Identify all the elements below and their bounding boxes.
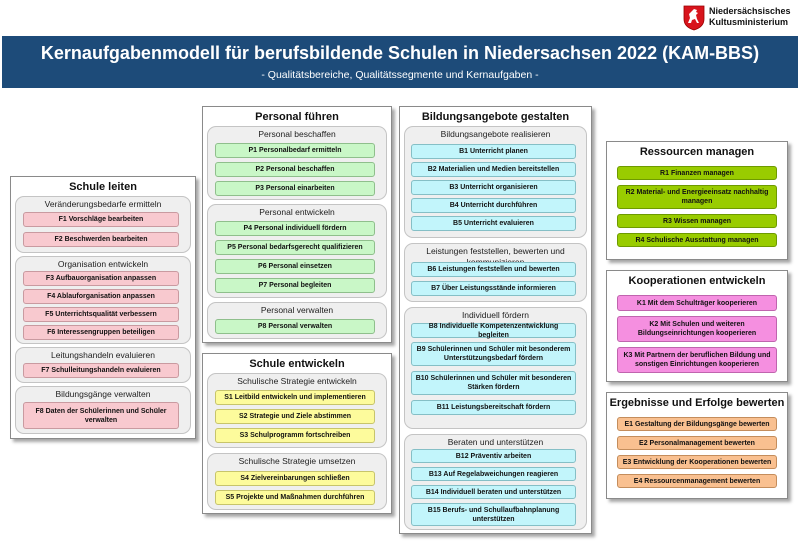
segment-leistungen <box>404 243 587 302</box>
segment-title: Personal verwalten <box>260 305 334 315</box>
task-p3[interactable]: P3 Personal einarbeiten <box>215 181 375 196</box>
area-schule-entwickeln <box>202 353 392 514</box>
area-title: Ergebnisse und Erfolge bewerten <box>609 397 785 409</box>
task-e2[interactable]: E2 Personalmanagement bewerten <box>617 436 777 450</box>
task-b15[interactable]: B15 Berufs- und Schullaufbahnplanung unterstützen <box>411 503 576 526</box>
task-p2[interactable]: P2 Personal beschaffen <box>215 162 375 177</box>
area-personal-fuehren <box>202 106 392 343</box>
segment-organisation <box>15 256 191 344</box>
task-f7[interactable]: F7 Schulleitungshandeln evaluieren <box>23 363 179 378</box>
segment-title: Personal beschaffen <box>258 129 336 139</box>
logo-text <box>709 6 791 28</box>
page-title: Kernaufgabenmodell für berufsbildende Schulen in Niedersachsen 2022 (KAM-BBS) <box>40 43 760 63</box>
segment-title: Leitungshandeln evaluieren <box>51 350 155 360</box>
segment-strategie-entwickeln <box>207 373 387 448</box>
segment-title: Leistungen feststellen, bewerten und <box>426 246 565 256</box>
task-b10[interactable]: B10 Schülerinnen und Schüler mit besonderen Stärken fördern <box>411 371 576 395</box>
task-k1[interactable]: K1 Mit dem Schulträger kooperieren <box>617 295 777 311</box>
segment-title: Organisation entwickeln <box>57 259 149 269</box>
task-s4[interactable]: S4 Zielvereinbarungen schließen <box>215 471 375 486</box>
task-e3[interactable]: E3 Entwicklung der Kooperationen bewerten <box>617 455 777 469</box>
segment-personal-beschaffen <box>207 126 387 200</box>
task-s2[interactable]: S2 Strategie und Ziele abstimmen <box>215 409 375 424</box>
task-b9[interactable]: B9 Schülerinnen und Schüler mit besonderem Unterstützungsbedarf fördern <box>411 342 576 366</box>
task-p5[interactable]: P5 Personal bedarfsgerecht qualifizieren <box>215 240 375 255</box>
segment-title: Bildungsgänge verwalten <box>55 389 151 399</box>
segment-title: Beraten und unterstützen <box>447 437 544 447</box>
area-title: Schule entwickeln <box>249 358 345 370</box>
task-k2[interactable]: K2 Mit Schulen und weiteren Bildungseinrichtungen kooperieren <box>617 316 777 342</box>
task-f1[interactable]: F1 Vorschläge bearbeiten <box>23 212 179 227</box>
task-r3[interactable]: R3 Wissen managen <box>617 214 777 228</box>
area-bildungsangebote <box>399 106 592 534</box>
task-b5[interactable]: B5 Unterricht evaluieren <box>411 216 576 231</box>
task-b11[interactable]: B11 Leistungsbereitschaft fördern <box>411 400 576 415</box>
segment-title: Individuell fördern <box>461 310 530 320</box>
segment-beraten <box>404 434 587 530</box>
segment-bildungsangebote-realisieren <box>404 126 587 238</box>
task-b12[interactable]: B12 Präventiv arbeiten <box>411 449 576 463</box>
segment-title: Schulische Strategie umsetzen <box>238 456 356 466</box>
task-b8[interactable]: B8 Individuelle Kompetenzentwicklung begleiten <box>411 323 576 338</box>
ministry-logo <box>683 3 798 35</box>
segment-strategie-umsetzen <box>207 453 387 510</box>
task-b7[interactable]: B7 Über Leistungsstände informieren <box>411 281 576 296</box>
segment-leitungshandeln <box>15 347 191 383</box>
task-p7[interactable]: P7 Personal begleiten <box>215 278 375 293</box>
segment-title: Veränderungsbedarfe ermitteln <box>44 199 162 209</box>
area-title: Bildungsangebote gestalten <box>421 111 570 123</box>
task-r1[interactable]: R1 Finanzen managen <box>617 166 777 180</box>
task-p1[interactable]: P1 Personalbedarf ermitteln <box>215 143 375 158</box>
task-f8[interactable]: F8 Daten der Schülerinnen und Schüler verwalten <box>23 402 179 429</box>
page-subtitle: - Qualitätsbereiche, Qualitätssegmente und Kernaufgaben - <box>261 69 539 81</box>
segment-title: Bildungsangebote realisieren <box>440 129 551 139</box>
task-p4[interactable]: P4 Personal individuell fördern <box>215 221 375 236</box>
area-kooperationen <box>606 270 788 382</box>
task-s1[interactable]: S1 Leitbild entwickeln und implementieren <box>215 390 375 405</box>
area-schule-leiten <box>10 176 196 439</box>
task-f3[interactable]: F3 Aufbauorganisation anpassen <box>23 271 179 286</box>
segment-title: Schulische Strategie entwickeln <box>237 376 357 386</box>
segment-title: Personal entwickeln <box>259 207 335 217</box>
task-b6[interactable]: B6 Leistungen feststellen und bewerten <box>411 262 576 277</box>
task-r4[interactable]: R4 Schulische Ausstattung managen <box>617 233 777 247</box>
segment-personal-verwalten <box>207 302 387 339</box>
area-ergebnisse <box>606 392 788 499</box>
task-k3[interactable]: K3 Mit Partnern der beruflichen Bildung und sonstigen Einrichtungen kooperieren <box>617 347 777 373</box>
area-title: Ressourcen managen <box>639 146 755 158</box>
task-f4[interactable]: F4 Ablauforganisation anpassen <box>23 289 179 304</box>
task-f6[interactable]: F6 Interessengruppen beteiligen <box>23 325 179 340</box>
task-e4[interactable]: E4 Ressourcenmanagement bewerten <box>617 474 777 488</box>
task-b1[interactable]: B1 Unterricht planen <box>411 144 576 159</box>
logo-line-2: Kultusministerium <box>709 17 789 27</box>
task-f2[interactable]: F2 Beschwerden bearbeiten <box>23 232 179 247</box>
task-r2[interactable]: R2 Material- und Energieeinsatz nachhaltig managen <box>617 185 777 209</box>
task-p8[interactable]: P8 Personal verwalten <box>215 319 375 334</box>
segment-individuell-foerdern <box>404 307 587 429</box>
lower-saxony-horse-icon <box>683 5 705 31</box>
segment-veraenderungsbedarfe <box>15 196 191 253</box>
task-b2[interactable]: B2 Materialien und Medien bereitstellen <box>411 162 576 177</box>
area-title: Personal führen <box>255 111 339 123</box>
logo-line-1: Niedersächsisches <box>709 6 791 16</box>
segment-bildungsgaenge <box>15 386 191 434</box>
segment-personal-entwickeln <box>207 204 387 298</box>
task-f5[interactable]: F5 Unterrichtsqualität verbessern <box>23 307 179 322</box>
task-b13[interactable]: B13 Auf Regelabweichungen reagieren <box>411 467 576 481</box>
task-e1[interactable]: E1 Gestaltung der Bildungsgänge bewerten <box>617 417 777 431</box>
task-s3[interactable]: S3 Schulprogramm fortschreiben <box>215 428 375 443</box>
task-b14[interactable]: B14 Individuell beraten und unterstützen <box>411 485 576 499</box>
task-p6[interactable]: P6 Personal einsetzen <box>215 259 375 274</box>
header-banner <box>2 36 798 88</box>
area-title: Schule leiten <box>69 181 137 193</box>
task-b3[interactable]: B3 Unterricht organisieren <box>411 180 576 195</box>
task-b4[interactable]: B4 Unterricht durchführen <box>411 198 576 213</box>
area-title: Kooperationen entwickeln <box>628 275 766 287</box>
area-ressourcen <box>606 141 788 260</box>
task-s5[interactable]: S5 Projekte und Maßnahmen durchführen <box>215 490 375 505</box>
